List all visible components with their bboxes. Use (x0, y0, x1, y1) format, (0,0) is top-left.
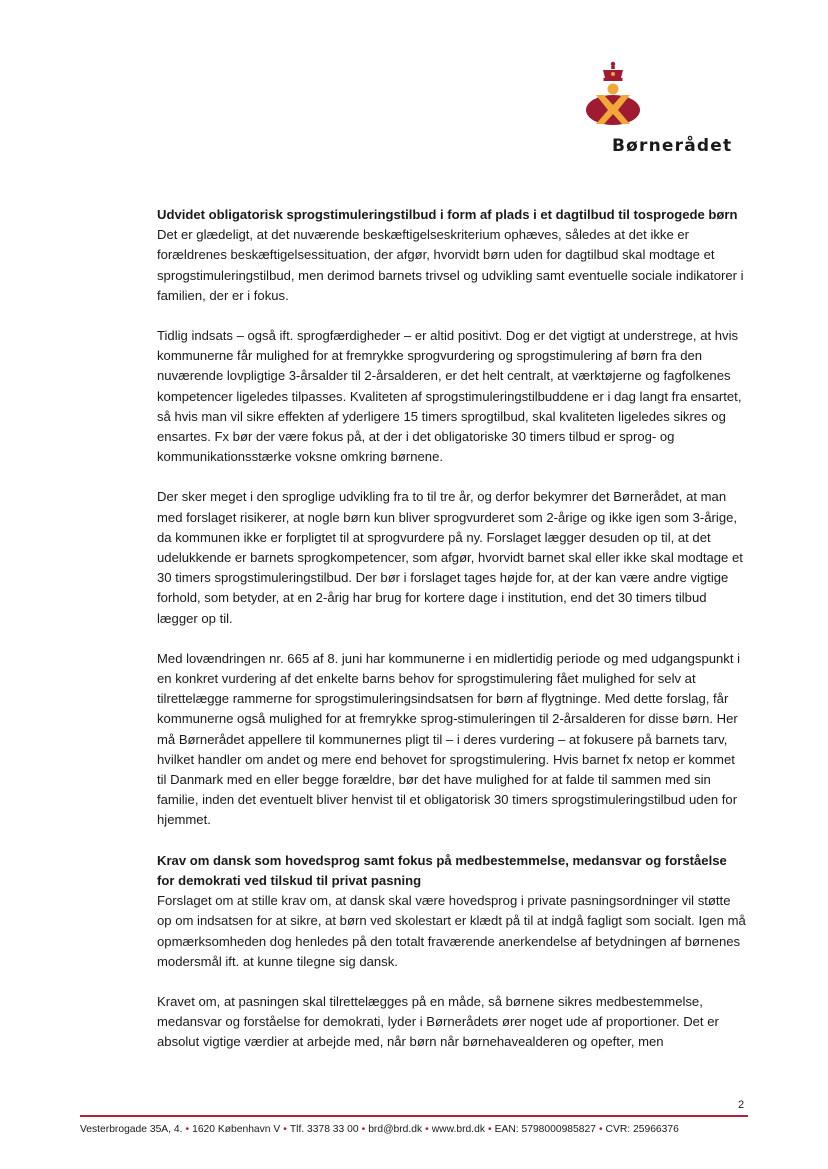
paragraph: Der sker meget i den sproglige udvikling fra to til tre år, og derfor bekymrer det Børnerådet, at man med forslaget risikerer, at nogle børn kun bliver sprogvurderet som 2-årige og ikke igen som 3-årige, da kommunen ikke er forpligtet til at sprogvurdere på ny. Forslaget lægger desuden op til, at det udelukkende er barnets sprogkompetencer, som afgør, hvorvidt barnet skal eller ikke skal modtage et 30 timers sprogstimuleringstilbud. Der bør i forslaget tages højde for, at der kan være andre vigtige forhold, som betyder, at en 2-årig har brug for kortere dage i institution, end det 30 timers tilbud lægger op til. (157, 489, 743, 626)
footer-web[interactable]: www.brd.dk (431, 1124, 485, 1135)
crown-icon (603, 62, 623, 81)
footer-address: Vesterbrogade 35A, 4. (80, 1124, 183, 1135)
footer-email[interactable]: brd@brd.dk (368, 1124, 423, 1135)
bullet-icon: • (283, 1124, 287, 1135)
paragraph: Forslaget om at stille krav om, at dansk skal være hovedsprog i private pasningsordninger vil støtte op om indsatsen for at sikre, at børn ved skolestart er klædt på til at indgå fagligt som socialt. Igen må opmærksomheden dog henledes på den totalt fraværende anerkendelse af betydningen af børnenes modersmål ift. at kunne tilegne sig dansk. (157, 893, 746, 969)
bullet-icon: • (185, 1124, 190, 1135)
section-heading: Krav om dansk som hovedsprog samt fokus på medbestemmelse, medansvar og forståelse for demokrati ved tilskud til privat pasning (157, 852, 727, 888)
bullet-icon: • (361, 1124, 366, 1135)
section-1 (157, 205, 747, 225)
footer-contact (80, 1124, 748, 1135)
footer-divider (80, 1115, 748, 1117)
paragraph: Tidlig indsats – også ift. sprogfærdigheder – er altid positivt. Dog er det vigtigt at understrege, at hvis kommunerne får mulighed for at fremrykke sprogvurdering og sprogstimulering af børn fra den nuværende lovpligtige 3-årsalder til 2-årsalderen, er det helt centralt, at værktøjerne og fagfolkenes kompetencer ligeledes tilpasses. Kvaliteten af sprogstimuleringstilbuddene er i dag langt fra ensartet, så hvis man vil sikre effekten af yderligere 15 timers sprogtilbud, skal kvaliteten ligeledes sikres og ensartes. Fx bør der være fokus på, at der i det obligatoriske 30 timers tilbud er sprog- og kommunikationsstærke voksne omkring børnene. (157, 328, 742, 465)
footer-cvr: CVR: 25966376 (605, 1124, 679, 1135)
footer-phone: Tlf. 3378 33 00 (289, 1124, 359, 1135)
bullet-icon: • (598, 1124, 603, 1135)
page-number: 2 (738, 1099, 745, 1111)
brand-name: Børnerådet (612, 136, 733, 156)
borneraadet-logo (586, 58, 656, 148)
footer-city: 1620 København V (192, 1124, 281, 1135)
bullet-icon: • (487, 1124, 492, 1135)
paragraph: Kravet om, at pasningen skal tilrettelægges på en måde, så børnene sikres medbestemmelse, medansvar og forståelse for demokrati, lyder i Børnerådets ører noget ude af proportioner. Det er absolut vigtige værdier at arbejde med, når børn når børnehavealderen og opefter, men (157, 993, 719, 1050)
footer-ean: EAN: 5798000985827 (494, 1124, 596, 1135)
paragraph: Det er glædeligt, at det nuværende beskæftigelseskriterium ophæves, således at det ikke er forældrenes beskæftigelsessituation, der afgør, hvorvidt børn uden for dagtilbud skal modtage et sprogstimuleringstilbud, men derimod barnets trivsel og udvikling samt eventuelle sociale indikatorer i familien, der er i fokus. (157, 227, 744, 303)
bullet-icon: • (425, 1124, 429, 1135)
section-heading: Udvidet obligatorisk sprogstimuleringstilbud i form af plads i et dagtilbud til tosprogede børn (157, 207, 738, 222)
section-2 (157, 851, 747, 891)
paragraph: Med lovændringen nr. 665 af 8. juni har kommunerne i en midlertidig periode og med udgangspunkt i en konkret vurdering af det enkelte barns behov for sprogstimulering fået mulighed for selv at tilrettelægge rammerne for sprogstimuleringsindsatsen for børn af flygtninge. Med dette forslag, får kommunerne også mulighed for at fremrykke sprog-stimuleringen til 2-årsalderen for disse børn. Her må Børnerådet appellere til kommunernes pligt til – i deres vurdering – at fokusere på barnets tarv, hvilket handler om andet og mere end behovet for sprogstimulering. Hvis barnet fx netop er kommet til Danmark med en eller begge forældre, bør det have mulighed for at falde til sammen med sin familie, inden det eventuelt bliver henvist til et obligatorisk 30 timers sprogstimuleringstilbud uden for hjemmet. (157, 650, 741, 828)
letter-body (157, 205, 747, 1073)
